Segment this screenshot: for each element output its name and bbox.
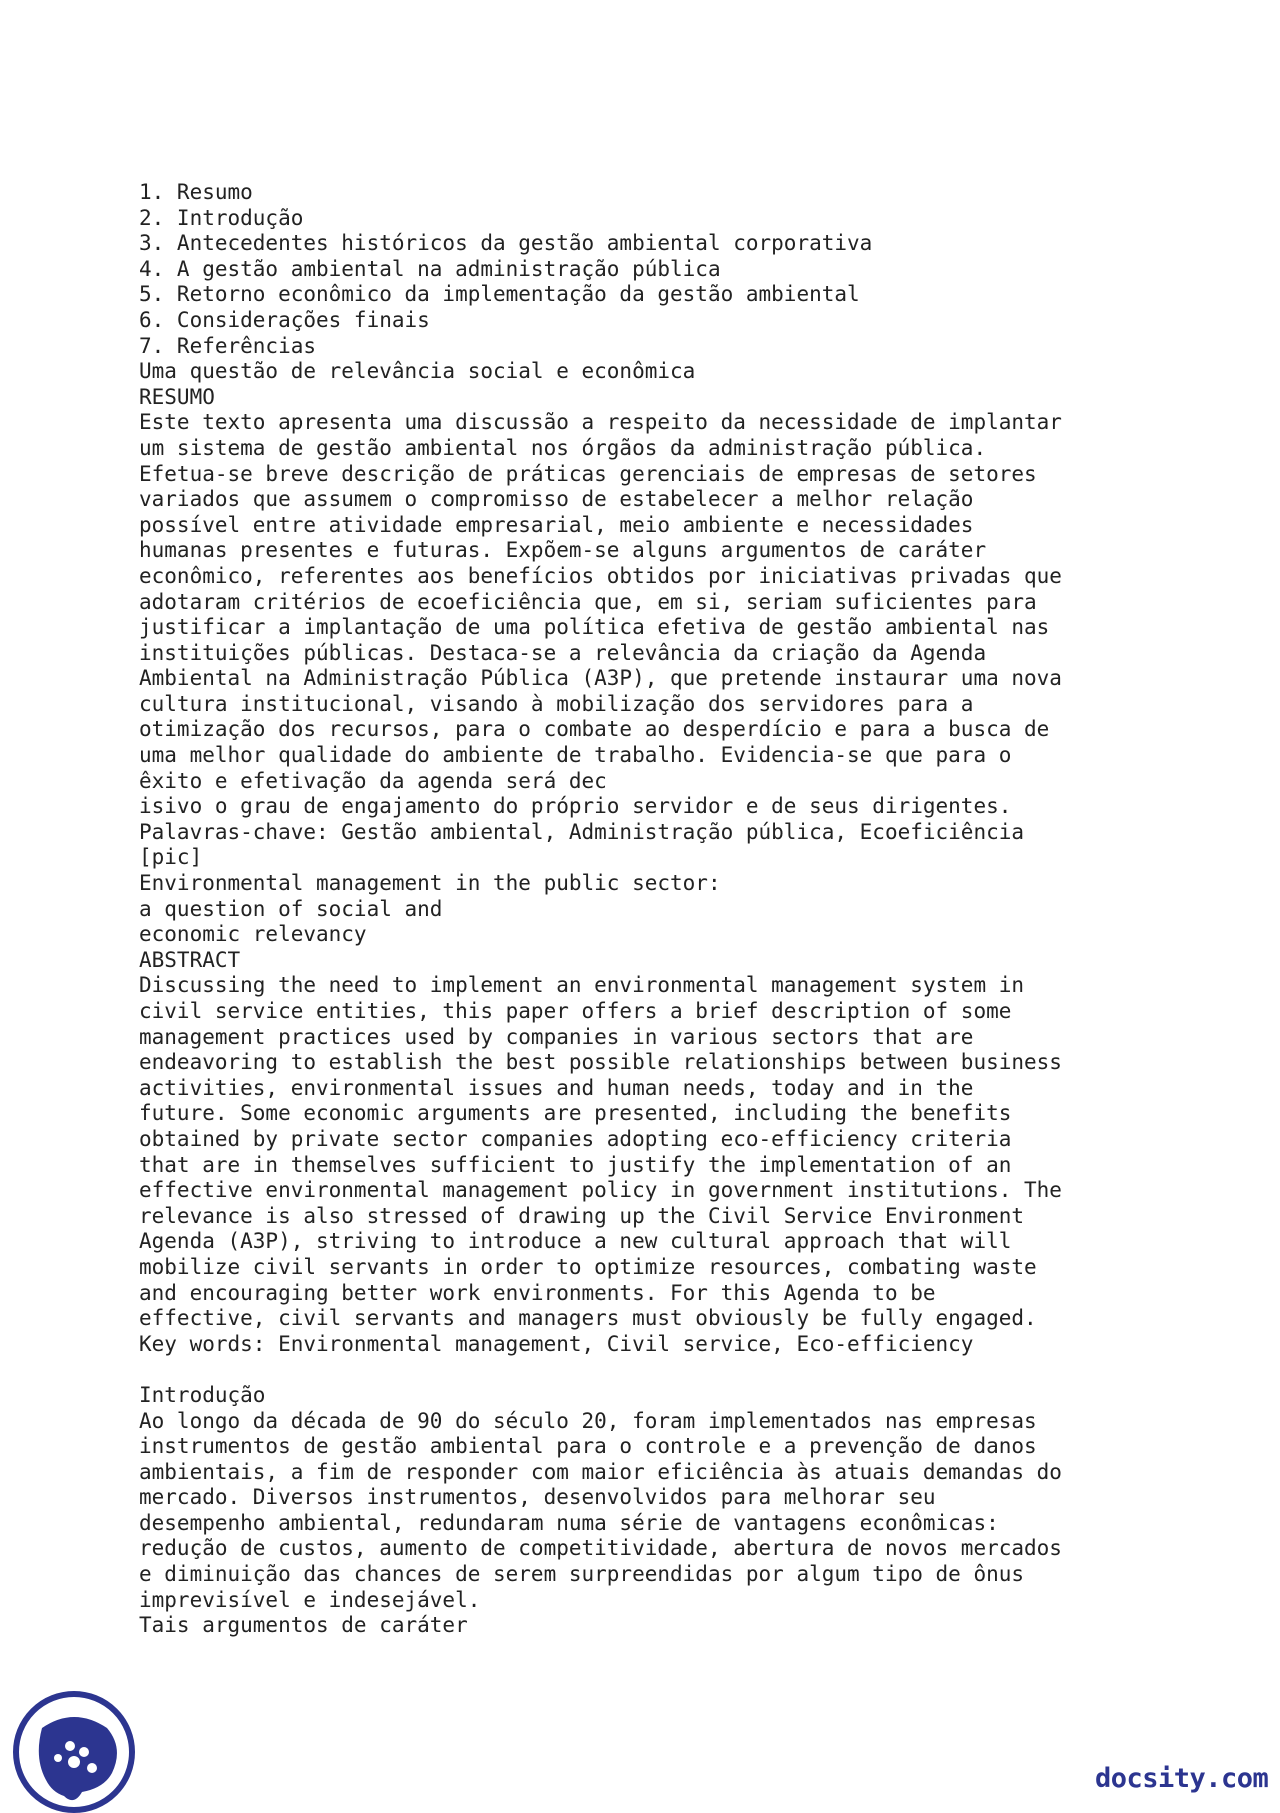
text-line: 4. A gestão ambiental na administração pública bbox=[139, 256, 721, 281]
text-line: endeavoring to establish the best possible relationships between business bbox=[139, 1050, 1062, 1075]
text-line: imprevisível e indesejável. bbox=[139, 1587, 481, 1612]
text-line: 6. Considerações finais bbox=[139, 307, 430, 332]
text-line: êxito e efetivação da agenda será dec bbox=[139, 768, 607, 793]
text-line: Ao longo da década de 90 do século 20, foram implementados nas empresas bbox=[139, 1408, 1037, 1433]
text-line: economic relevancy bbox=[139, 922, 367, 947]
text-line: effective environmental management policy in government institutions. The bbox=[139, 1178, 1062, 1203]
text-line: econômico, referentes aos benefícios obtidos por iniciativas privadas que bbox=[139, 563, 1062, 588]
text-line: Introdução bbox=[139, 1382, 266, 1407]
text-line: humanas presentes e futuras. Expõem-se alguns argumentos de caráter bbox=[139, 538, 987, 563]
text-line: instituições públicas. Destaca-se a relevância da criação da Agenda bbox=[139, 640, 987, 665]
text-line: otimização dos recursos, para o combate ao desperdício e para a busca de bbox=[139, 717, 1050, 742]
text-line: desempenho ambiental, redundaram numa série de vantagens econômicas: bbox=[139, 1510, 999, 1535]
text-line: 1. Resumo bbox=[139, 180, 253, 204]
text-line: 3. Antecedentes históricos da gestão ambiental corporativa bbox=[139, 231, 873, 256]
text-line: [pic] bbox=[139, 845, 203, 870]
text-line: instrumentos de gestão ambiental para o controle e a prevenção de danos bbox=[139, 1434, 1037, 1459]
text-line: 5. Retorno econômico da implementação da gestão ambiental bbox=[139, 282, 860, 307]
document-body bbox=[139, 180, 1199, 1639]
text-line: um sistema de gestão ambiental nos órgãos da administração pública. bbox=[139, 435, 987, 460]
text-line: 2. Introdução bbox=[139, 205, 304, 230]
docsity-brand[interactable]: docsity.com bbox=[1095, 1763, 1269, 1794]
text-line: that are in themselves sufficient to justify the implementation of an bbox=[139, 1152, 1012, 1177]
text-line: Efetua-se breve descrição de práticas gerenciais de empresas de setores bbox=[139, 461, 1037, 486]
docsity-logo-icon bbox=[12, 1688, 137, 1813]
text-line: relevance is also stressed of drawing up the Civil Service Environment bbox=[139, 1203, 1025, 1228]
text-line: management practices used by companies in various sectors that are bbox=[139, 1024, 974, 1049]
text-line: a question of social and bbox=[139, 896, 443, 921]
text-line: possível entre atividade empresarial, meio ambiente e necessidades bbox=[139, 512, 974, 537]
text-line: Key words: Environmental management, Civil service, Eco-efficiency bbox=[139, 1331, 974, 1356]
blank-line bbox=[139, 1357, 1199, 1383]
text-line: ABSTRACT bbox=[139, 947, 241, 972]
text-line: Ambiental na Administração Pública (A3P), que pretende instaurar uma nova bbox=[139, 666, 1062, 691]
text-line: obtained by private sector companies adopting eco-efficiency criteria bbox=[139, 1126, 1012, 1151]
text-line: redução de custos, aumento de competitividade, abertura de novos mercados bbox=[139, 1536, 1062, 1561]
text-line: civil service entities, this paper offers a brief description of some bbox=[139, 999, 1012, 1023]
text-line: Environmental management in the public sector: bbox=[139, 871, 721, 896]
text-line: effective, civil servants and managers must obviously be fully engaged. bbox=[139, 1306, 1037, 1331]
text-line: 7. Referências bbox=[139, 333, 317, 358]
text-line: Tais argumentos de caráter bbox=[139, 1613, 468, 1638]
text-line: adotaram critérios de ecoeficiência que, em si, seriam suficientes para bbox=[139, 589, 1037, 614]
text-line: Agenda (A3P), striving to introduce a new cultural approach that will bbox=[139, 1229, 1012, 1254]
text-line: justificar a implantação de uma política efetiva de gestão ambiental nas bbox=[139, 615, 1050, 640]
text-line: variados que assumem o compromisso de estabelecer a melhor relação bbox=[139, 487, 974, 512]
text-line: Este texto apresenta uma discussão a respeito da necessidade de implantar bbox=[139, 410, 1062, 435]
text-line: and encouraging better work environments. For this Agenda to be bbox=[139, 1280, 936, 1305]
text-line: mobilize civil servants in order to optimize resources, combating waste bbox=[139, 1254, 1037, 1279]
text-line: mercado. Diversos instrumentos, desenvolvidos para melhorar seu bbox=[139, 1485, 936, 1510]
text-line: Palavras-chave: Gestão ambiental, Administração pública, Ecoeficiência bbox=[139, 819, 1025, 844]
text-line: Uma questão de relevância social e econômica bbox=[139, 359, 696, 384]
text-line: RESUMO bbox=[139, 384, 215, 409]
text-line: uma melhor qualidade do ambiente de trabalho. Evidencia-se que para o bbox=[139, 743, 1012, 768]
text-line: e diminuição das chances de serem surpreendidas por algum tipo de ônus bbox=[139, 1562, 1025, 1587]
text-line: activities, environmental issues and human needs, today and in the bbox=[139, 1075, 974, 1100]
text-line: cultura institucional, visando à mobilização dos servidores para a bbox=[139, 691, 974, 716]
text-line: future. Some economic arguments are presented, including the benefits bbox=[139, 1101, 1012, 1126]
text-line: Discussing the need to implement an environmental management system in bbox=[139, 973, 1025, 998]
text-line: isivo o grau de engajamento do próprio servidor e de seus dirigentes. bbox=[139, 794, 1012, 819]
text-line: ambientais, a fim de responder com maior eficiência às atuais demandas do bbox=[139, 1459, 1062, 1484]
